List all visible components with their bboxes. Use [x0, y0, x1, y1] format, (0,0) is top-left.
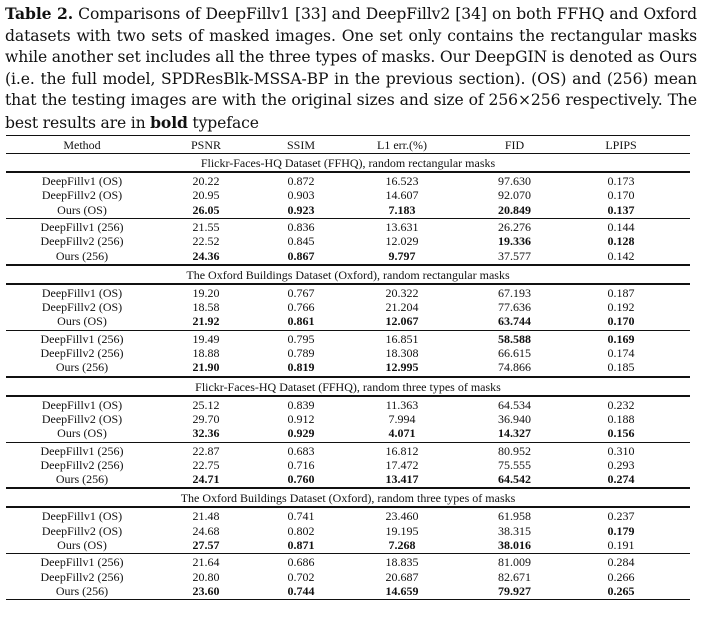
method-cell: DeepFillv1 (256): [40, 331, 124, 346]
metric-cell: 0.839: [287, 397, 315, 412]
method-cell: DeepFillv1 (OS): [41, 285, 123, 300]
metric-cell: 82.671: [498, 569, 531, 584]
table-row: [6, 509, 690, 523]
metric-cell: 0.174: [607, 346, 635, 360]
metric-cell: 25.12: [192, 397, 220, 412]
table-row: [6, 472, 690, 486]
metric-cell: 20.80: [192, 569, 220, 584]
metric-cell: 18.308: [385, 346, 419, 360]
metric-cell: 80.952: [498, 443, 531, 458]
metric-cell: 0.169: [607, 331, 635, 346]
metric-cell: 0.929: [287, 426, 315, 441]
metric-cell: 61.958: [498, 509, 531, 524]
metric-cell: 77.636: [498, 300, 531, 315]
metric-cell: 38.016: [498, 538, 531, 552]
table-header-row: [6, 138, 690, 152]
table-row: [6, 332, 690, 346]
section-title: The Oxford Buildings Dataset (Oxford), random three types of masks: [180, 491, 516, 506]
table-row: [6, 360, 690, 374]
metric-cell: 21.92: [192, 314, 220, 329]
metric-cell: 0.795: [287, 331, 315, 346]
metric-cell: 0.912: [287, 411, 315, 426]
table-row: [6, 570, 690, 584]
table-rule: [6, 599, 690, 600]
metric-cell: 22.75: [192, 457, 220, 472]
table-rule: [6, 264, 690, 266]
metric-cell: 19.49: [192, 331, 220, 346]
metric-cell: 0.170: [607, 314, 635, 329]
method-cell: Ours (256): [55, 472, 109, 487]
metric-cell: 0.861: [287, 314, 315, 329]
metric-cell: 0.265: [607, 583, 635, 598]
metric-cell: 18.58: [192, 300, 220, 315]
table-rule: [6, 283, 690, 285]
column-header: SSIM: [286, 138, 315, 152]
method-cell: Ours (OS): [57, 202, 107, 217]
column-header: PSNR: [190, 138, 222, 152]
table-rule: [6, 487, 690, 489]
metric-cell: 0.274: [607, 472, 635, 487]
method-cell: DeepFillv2 (OS): [41, 300, 123, 315]
table-row: [6, 398, 690, 412]
metric-cell: 0.144: [607, 219, 635, 234]
table-rule: [6, 376, 690, 378]
metric-cell: 26.05: [192, 202, 220, 217]
metric-cell: 20.322: [385, 285, 419, 300]
metric-cell: 21.90: [192, 360, 220, 375]
metric-cell: 20.22: [192, 174, 220, 188]
metric-cell: 75.555: [498, 457, 531, 472]
table-rule: [6, 506, 690, 508]
metric-cell: 58.588: [498, 331, 531, 346]
metric-cell: 0.702: [287, 569, 315, 584]
method-cell: DeepFillv1 (OS): [41, 509, 123, 524]
metric-cell: 0.867: [287, 248, 315, 263]
method-cell: DeepFillv2 (256): [40, 457, 124, 472]
section-title: The Oxford Buildings Dataset (Oxford), random rectangular masks: [186, 267, 510, 282]
metric-cell: 0.191: [607, 538, 635, 552]
metric-cell: 0.185: [607, 360, 635, 375]
method-cell: DeepFillv2 (OS): [41, 523, 123, 538]
metric-cell: 0.237: [607, 509, 635, 524]
metric-cell: 79.927: [498, 583, 531, 598]
metric-cell: 66.615: [498, 346, 531, 360]
method-cell: Ours (OS): [57, 538, 107, 552]
metric-cell: 12.995: [385, 360, 419, 375]
metric-cell: 0.192: [607, 300, 635, 315]
metric-cell: 21.64: [192, 555, 220, 570]
metric-cell: 29.70: [192, 411, 220, 426]
table-rule: [6, 553, 690, 554]
metric-cell: 0.716: [287, 457, 315, 472]
metric-cell: 16.523: [385, 174, 419, 188]
caption-text: Comparisons of DeepFillv1 [33] and DeepFillv2 [34] on both FFHQ and Oxford datasets with two sets of masked images. One set only contains the rectangular masks while another set includes all the three types of masks. Our DeepGIN is denoted as Ours (i.e. the full model, SPDResBlk-MSSA-BP in the previous section). (OS) and (256) mean that the testing images are with the original sizes and size of 256×256 respectively. The best results are in: [5, 5, 697, 132]
metric-cell: 0.819: [287, 360, 315, 375]
metric-cell: 97.630: [498, 174, 531, 188]
table-rule: [6, 330, 690, 331]
method-cell: Ours (OS): [57, 314, 107, 329]
table-row: [6, 314, 690, 328]
metric-cell: 12.067: [385, 314, 419, 329]
metric-cell: 7.268: [388, 538, 416, 552]
metric-cell: 22.87: [192, 443, 220, 458]
metric-cell: 38.315: [498, 523, 531, 538]
table-row: [6, 174, 690, 188]
metric-cell: 0.744: [287, 583, 315, 598]
metric-cell: 0.872: [287, 174, 315, 188]
table-rule: [6, 171, 690, 173]
metric-cell: 0.293: [607, 457, 635, 472]
metric-cell: 11.363: [385, 397, 419, 412]
metric-cell: 67.193: [498, 285, 531, 300]
metric-cell: 0.284: [607, 555, 635, 570]
method-cell: DeepFillv1 (256): [40, 555, 124, 570]
metric-cell: 0.845: [287, 234, 315, 249]
table-row: [6, 412, 690, 426]
metric-cell: 14.659: [385, 583, 419, 598]
metric-cell: 23.460: [385, 509, 419, 524]
table-row: [6, 234, 690, 248]
method-cell: Ours (256): [55, 248, 109, 263]
method-cell: DeepFillv2 (256): [40, 346, 124, 360]
metric-cell: 20.95: [192, 188, 220, 203]
metric-cell: 0.766: [287, 300, 315, 315]
metric-cell: 18.835: [385, 555, 419, 570]
metric-cell: 18.88: [192, 346, 220, 360]
caption-bold-word: bold: [150, 112, 188, 132]
method-cell: Ours (256): [55, 360, 109, 375]
metric-cell: 19.20: [192, 285, 220, 300]
metric-cell: 64.542: [498, 472, 531, 487]
metric-cell: 0.871: [287, 538, 315, 552]
metric-cell: 64.534: [498, 397, 531, 412]
metric-cell: 36.940: [498, 411, 531, 426]
metric-cell: 0.686: [287, 555, 315, 570]
metric-cell: 0.923: [287, 202, 315, 217]
metric-cell: 0.156: [607, 426, 635, 441]
metric-cell: 24.36: [192, 248, 220, 263]
method-cell: DeepFillv1 (OS): [41, 397, 123, 412]
metric-cell: 37.577: [498, 248, 531, 263]
metric-cell: 19.336: [498, 234, 531, 249]
metric-cell: 0.767: [287, 285, 315, 300]
metric-cell: 0.741: [287, 509, 315, 524]
metric-cell: 27.57: [192, 538, 220, 552]
metric-cell: 0.683: [287, 443, 315, 458]
table-row: [6, 524, 690, 538]
metric-cell: 16.812: [385, 443, 419, 458]
table-rule: [6, 395, 690, 397]
metric-cell: 26.276: [498, 219, 531, 234]
caption-label: Table 2.: [5, 4, 74, 23]
table-rule: [6, 135, 690, 136]
metric-cell: 13.631: [385, 219, 419, 234]
metric-cell: 21.48: [192, 509, 220, 524]
metric-cell: 0.836: [287, 219, 315, 234]
metric-cell: 0.903: [287, 188, 315, 203]
metric-cell: 0.188: [607, 411, 635, 426]
metric-cell: 92.070: [498, 188, 531, 203]
table-row: [6, 555, 690, 569]
metric-cell: 0.266: [607, 569, 635, 584]
metric-cell: 4.071: [388, 426, 416, 441]
metric-cell: 24.68: [192, 523, 220, 538]
metric-cell: 0.760: [287, 472, 315, 487]
section-title: Flickr-Faces-HQ Dataset (FFHQ), random rectangular masks: [200, 156, 496, 170]
table-row: [6, 426, 690, 440]
metric-cell: 21.55: [192, 219, 220, 234]
metric-cell: 7.994: [388, 411, 416, 426]
metric-cell: 16.851: [385, 331, 419, 346]
table-row: [6, 203, 690, 217]
metric-cell: 20.687: [385, 569, 419, 584]
metric-cell: 63.744: [498, 314, 531, 329]
metric-cell: 0.173: [607, 174, 635, 188]
metric-cell: 13.417: [385, 472, 419, 487]
table-row: [6, 458, 690, 472]
metric-cell: 0.170: [607, 188, 635, 203]
table-row: [6, 188, 690, 202]
method-cell: DeepFillv2 (OS): [41, 188, 123, 203]
table-row: [6, 444, 690, 458]
metric-cell: 17.472: [385, 457, 419, 472]
metric-cell: 0.187: [607, 285, 635, 300]
method-cell: DeepFillv2 (256): [40, 234, 124, 249]
metric-cell: 0.802: [287, 523, 315, 538]
table-row: [6, 346, 690, 360]
section-title: Flickr-Faces-HQ Dataset (FFHQ), random three types of masks: [195, 379, 501, 394]
method-cell: DeepFillv2 (256): [40, 569, 124, 584]
column-header: L1 err.(%): [377, 138, 427, 152]
metric-cell: 74.866: [498, 360, 531, 375]
column-header: LPIPS: [605, 138, 637, 152]
metric-cell: 24.71: [192, 472, 220, 487]
metric-cell: 19.195: [385, 523, 419, 538]
column-header: Method: [63, 138, 101, 152]
metric-cell: 0.128: [607, 234, 635, 249]
metric-cell: 9.797: [388, 248, 416, 263]
method-cell: DeepFillv1 (OS): [41, 174, 123, 188]
method-cell: DeepFillv1 (256): [40, 443, 124, 458]
table-rule: [6, 218, 690, 219]
metric-cell: 20.849: [498, 202, 531, 217]
metric-cell: 81.009: [498, 555, 531, 570]
metric-cell: 7.183: [388, 202, 416, 217]
table-row: [6, 220, 690, 234]
caption-text-end: typeface: [187, 113, 259, 132]
metric-cell: 21.204: [385, 300, 419, 315]
metric-cell: 14.607: [385, 188, 419, 203]
metric-cell: 0.142: [607, 248, 635, 263]
metric-cell: 14.327: [498, 426, 531, 441]
table-row: [6, 300, 690, 314]
table-row: [6, 249, 690, 263]
table-rule: [6, 442, 690, 443]
metric-cell: 32.36: [192, 426, 220, 441]
column-header: FID: [504, 138, 525, 152]
table-rule: [6, 153, 690, 154]
method-cell: DeepFillv1 (256): [40, 219, 124, 234]
method-cell: DeepFillv2 (OS): [41, 411, 123, 426]
metric-cell: 0.789: [287, 346, 315, 360]
metric-cell: 0.179: [607, 523, 635, 538]
metric-cell: 0.310: [607, 443, 635, 458]
metric-cell: 0.137: [607, 202, 635, 217]
table-caption: [5, 3, 697, 135]
method-cell: Ours (OS): [57, 426, 107, 441]
metric-cell: 12.029: [385, 234, 419, 249]
table-row: [6, 538, 690, 552]
table-row: [6, 286, 690, 300]
method-cell: Ours (256): [55, 583, 109, 598]
metric-cell: 22.52: [192, 234, 220, 249]
table-row: [6, 584, 690, 598]
metric-cell: 0.232: [607, 397, 635, 412]
metric-cell: 23.60: [192, 583, 220, 598]
